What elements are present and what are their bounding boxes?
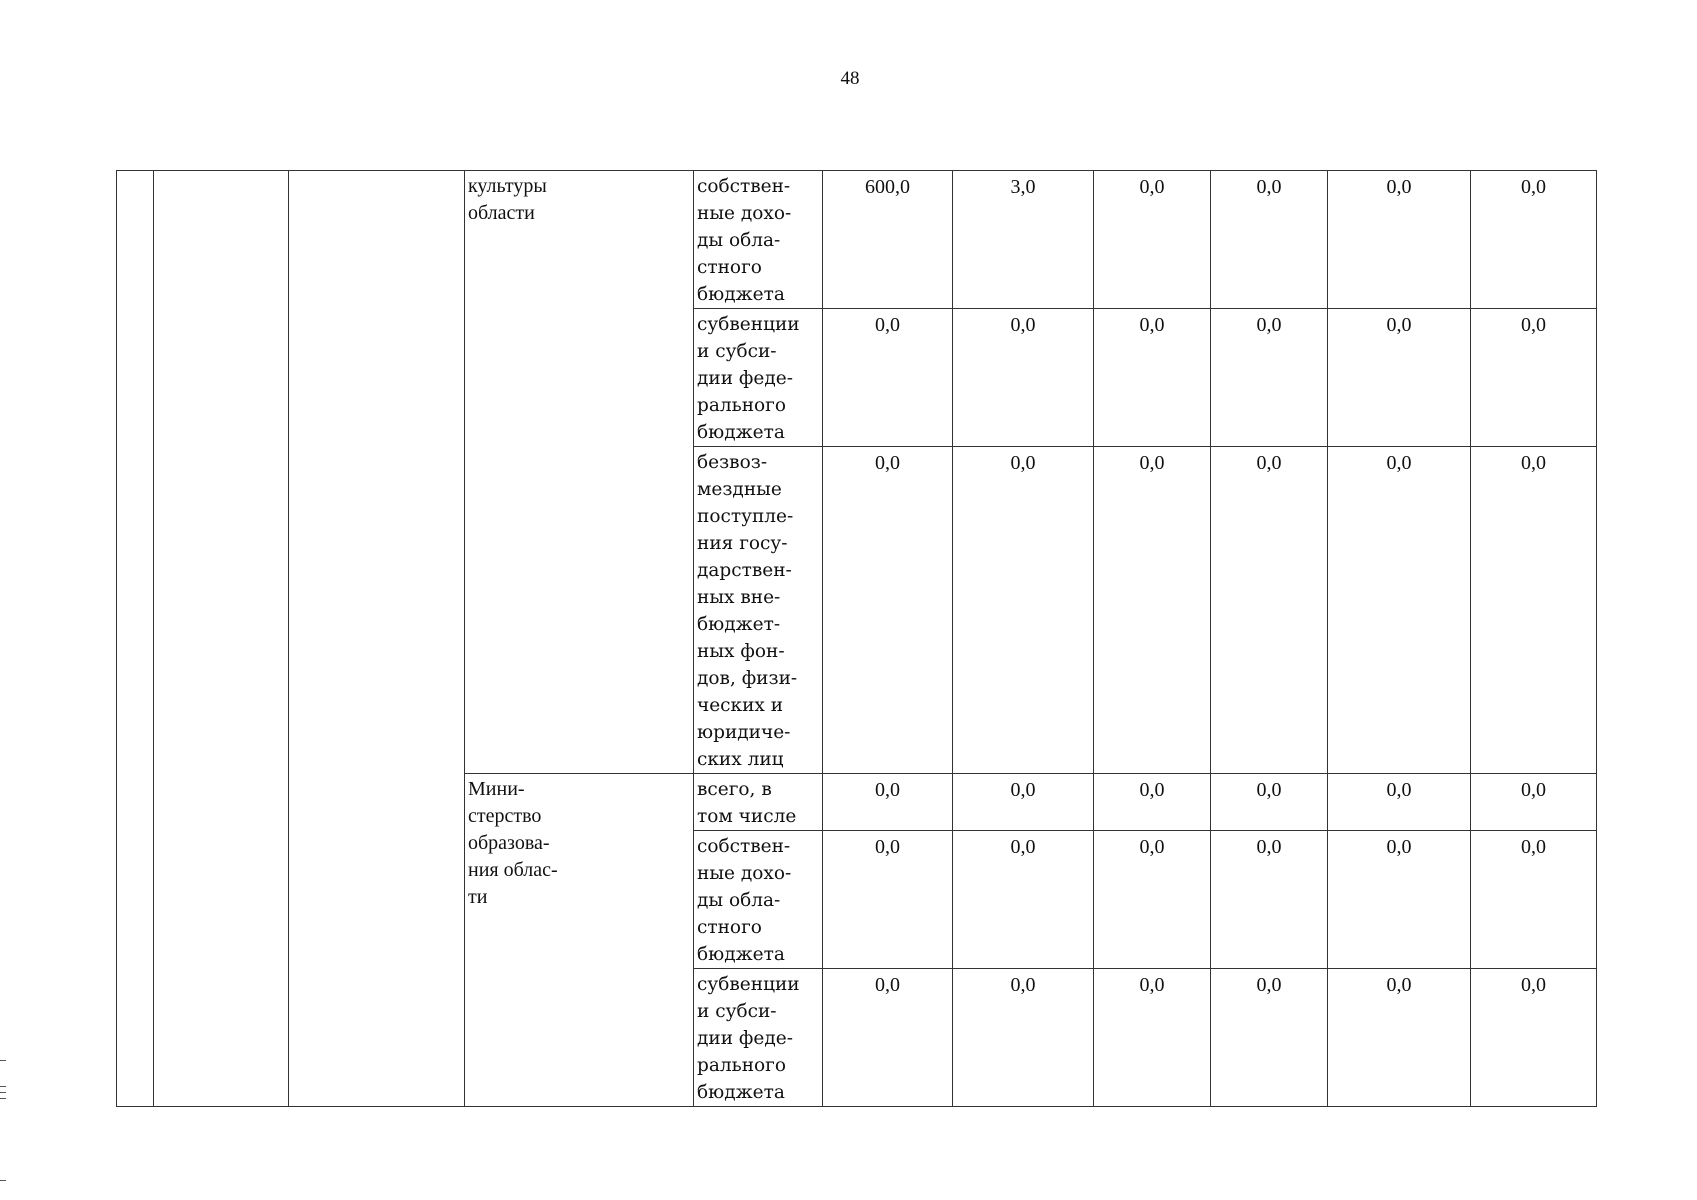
- blank-column-cell: [289, 171, 465, 1107]
- funding-source-cell-line: дии феде-: [697, 1028, 793, 1049]
- funding-source-cell-line: поступле-: [697, 506, 794, 527]
- funding-source-cell: [694, 171, 823, 309]
- table-row: [117, 171, 1597, 309]
- value-cell: 0,0: [1094, 447, 1211, 774]
- blank-column-cell: [117, 171, 154, 1107]
- funding-source-cell: [694, 447, 823, 774]
- funding-source-cell-line: ных фон-: [697, 641, 785, 662]
- funding-source-cell-line: стного: [697, 257, 762, 278]
- value-cell: 0,0: [953, 774, 1094, 831]
- funding-source-cell-line: субвенции: [697, 974, 800, 995]
- value-cell: 0,0: [1471, 447, 1597, 774]
- margin-tick: [0, 1086, 6, 1087]
- organization-cell-line: стерство: [468, 805, 542, 827]
- value-cell: 0,0: [1094, 831, 1211, 969]
- value-cell: 0,0: [1211, 309, 1328, 447]
- value-cell: 0,0: [1328, 171, 1471, 309]
- value-cell: 0,0: [953, 969, 1094, 1107]
- margin-tick: [0, 1098, 6, 1099]
- funding-source-cell-line: ных вне-: [697, 587, 781, 608]
- value-cell: 0,0: [1211, 831, 1328, 969]
- organization-cell-line: ти: [468, 886, 488, 908]
- funding-source-cell-line: дии феде-: [697, 368, 793, 389]
- value-cell: 0,0: [1471, 171, 1597, 309]
- funding-source-cell-line: бюджета: [697, 944, 785, 965]
- value-cell: 0,0: [953, 831, 1094, 969]
- funding-source-cell: [694, 309, 823, 447]
- value-cell: 0,0: [823, 831, 953, 969]
- funding-source-cell-line: рального: [697, 395, 786, 416]
- funding-source-cell-line: ния госу-: [697, 533, 788, 554]
- funding-source-cell-line: и субси-: [697, 1001, 777, 1022]
- margin-tick: [0, 1180, 6, 1181]
- value-cell: 0,0: [1211, 171, 1328, 309]
- funding-source-cell: [694, 774, 823, 831]
- funding-source-cell-line: ные дохо-: [697, 203, 792, 224]
- organization-cell-line: ния облас-: [468, 859, 558, 881]
- value-cell: 0,0: [953, 447, 1094, 774]
- funding-source-cell-line: и субси-: [697, 341, 777, 362]
- funding-source-cell-line: собствен-: [697, 836, 791, 857]
- funding-source-cell-line: юридиче-: [697, 722, 791, 743]
- blank-column-cell: [154, 171, 289, 1107]
- value-cell: 0,0: [1094, 969, 1211, 1107]
- value-cell: 0,0: [953, 309, 1094, 447]
- value-cell: 0,0: [1328, 447, 1471, 774]
- value-cell: 0,0: [1211, 969, 1328, 1107]
- value-cell: 0,0: [823, 309, 953, 447]
- funding-source-cell-line: собствен-: [697, 176, 791, 197]
- value-cell: 0,0: [1471, 969, 1597, 1107]
- funding-source-cell-line: мездные: [697, 479, 782, 500]
- funding-source-cell-line: ческих и: [697, 695, 784, 716]
- funding-source-cell-line: ные дохо-: [697, 863, 792, 884]
- value-cell: 0,0: [1328, 774, 1471, 831]
- budget-table: [116, 170, 1597, 1107]
- organization-cell-line: области: [468, 202, 535, 224]
- funding-source-cell-line: том числе: [697, 806, 797, 827]
- organization-cell: [465, 774, 694, 1107]
- funding-source-cell-line: ских лиц: [697, 749, 784, 770]
- funding-source-cell-line: всего, в: [697, 779, 772, 800]
- funding-source-cell-line: ды обла-: [697, 890, 781, 911]
- value-cell: 0,0: [823, 447, 953, 774]
- organization-cell-line: Мини-: [468, 778, 525, 800]
- value-cell: 0,0: [1471, 774, 1597, 831]
- value-cell: 0,0: [1094, 774, 1211, 831]
- value-cell: 0,0: [1094, 309, 1211, 447]
- value-cell: 0,0: [1328, 831, 1471, 969]
- funding-source-cell-line: безвоз-: [697, 452, 768, 473]
- funding-source-cell-line: бюджета: [697, 1082, 785, 1103]
- funding-source-cell-line: бюджет-: [697, 614, 781, 635]
- value-cell: 0,0: [1471, 831, 1597, 969]
- funding-source-cell: [694, 969, 823, 1107]
- funding-source-cell-line: дов, физи-: [697, 668, 798, 689]
- margin-tick: [0, 1092, 6, 1093]
- organization-cell: [465, 171, 694, 774]
- value-cell: 0,0: [1471, 309, 1597, 447]
- organization-cell-line: образова-: [468, 832, 550, 854]
- value-cell: 600,0: [823, 171, 953, 309]
- margin-tick: [0, 1060, 6, 1061]
- value-cell: 0,0: [823, 969, 953, 1107]
- value-cell: 0,0: [1328, 309, 1471, 447]
- value-cell: 0,0: [823, 774, 953, 831]
- value-cell: 0,0: [1328, 969, 1471, 1107]
- value-cell: 0,0: [1211, 447, 1328, 774]
- table-body: [117, 171, 1597, 1107]
- organization-cell-line: культуры: [468, 175, 547, 197]
- funding-source-cell-line: дарствен-: [697, 560, 792, 581]
- funding-source-cell-line: бюджета: [697, 284, 785, 305]
- funding-source-cell-line: бюджета: [697, 422, 785, 443]
- value-cell: 3,0: [953, 171, 1094, 309]
- funding-source-cell-line: субвенции: [697, 314, 800, 335]
- funding-source-cell-line: ды обла-: [697, 230, 781, 251]
- funding-source-cell-line: рального: [697, 1055, 786, 1076]
- value-cell: 0,0: [1094, 171, 1211, 309]
- funding-source-cell-line: стного: [697, 917, 762, 938]
- funding-source-cell: [694, 831, 823, 969]
- value-cell: 0,0: [1211, 774, 1328, 831]
- page-number: 48: [840, 68, 860, 89]
